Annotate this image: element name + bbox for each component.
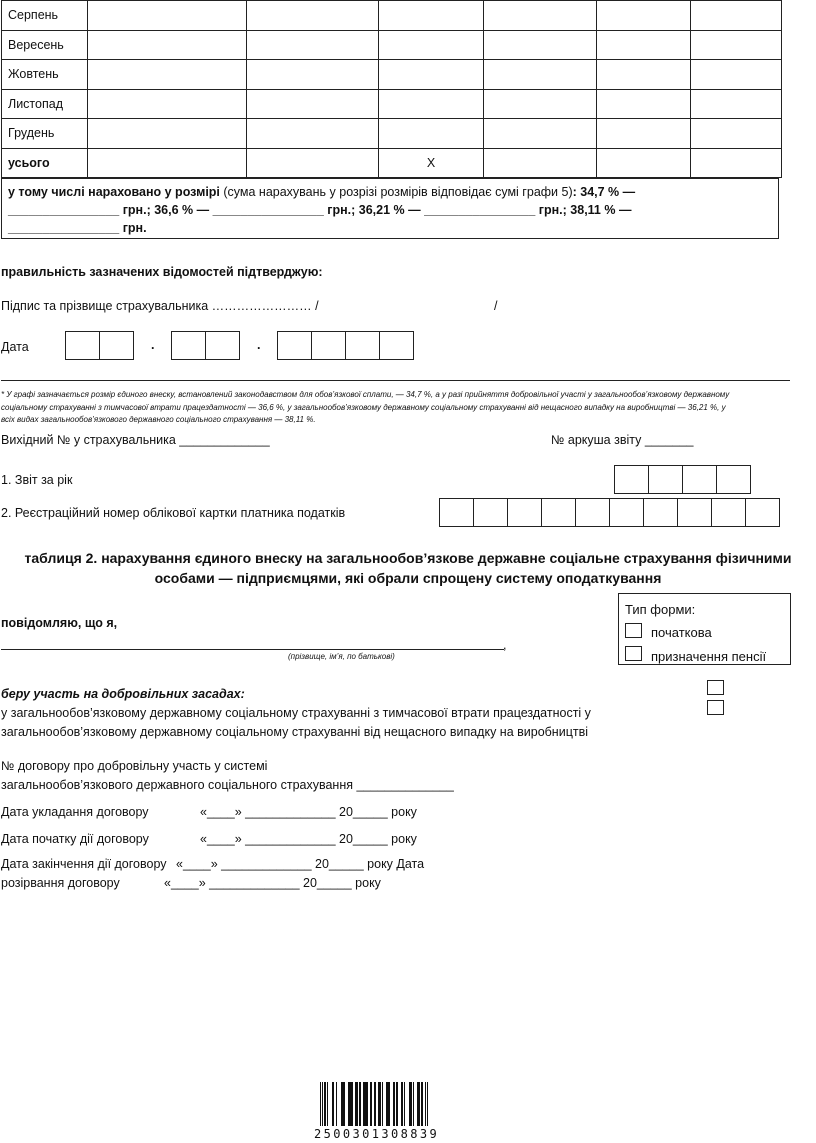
- voluntary-title: беру участь на добровільних засадах:: [1, 687, 245, 701]
- row-label: Жовтень: [2, 60, 88, 90]
- row-label: Вересень: [2, 30, 88, 60]
- barcode-bar: [359, 1082, 361, 1126]
- barcode-bar: [322, 1082, 323, 1126]
- barcode-bar: [348, 1082, 351, 1126]
- row-label: усього: [2, 148, 88, 178]
- row-label: Листопад: [2, 89, 88, 119]
- barcode-bar: [351, 1082, 353, 1126]
- monthly-table: [1, 0, 782, 178]
- form-type-initial-label: початкова: [651, 625, 712, 640]
- voluntary-line1: у загальнообов’язковому державному соціальному страхуванні з тимчасової втрати працездатності у: [1, 706, 591, 720]
- barcode-bar: [404, 1082, 405, 1126]
- value-cell[interactable]: [247, 119, 379, 149]
- voluntary-line2: загальнообов’язковому державному соціальному страхуванні від нещасного випадку на виробництві: [1, 725, 588, 739]
- value-cell[interactable]: [484, 60, 597, 90]
- barcode-bar: [382, 1082, 383, 1126]
- value-cell[interactable]: [247, 1, 379, 31]
- month-row: [2, 119, 782, 149]
- month-row: [2, 60, 782, 90]
- barcode-bar: [336, 1082, 337, 1126]
- barcode-bar: [389, 1082, 390, 1126]
- date-dot-2: .: [257, 338, 261, 352]
- barcode-bar: [344, 1082, 345, 1126]
- barcode-bar: [327, 1082, 328, 1126]
- date-term-label: розірвання договору: [1, 876, 120, 890]
- barcode-bar: [401, 1082, 403, 1126]
- name-hint: (прізвище, ім’я, по батькові): [288, 652, 395, 661]
- value-cell[interactable]: [88, 60, 247, 90]
- form-type-title: Тип форми:: [625, 602, 696, 617]
- barcode-bar: [332, 1082, 334, 1126]
- value-cell[interactable]: [247, 60, 379, 90]
- value-cell[interactable]: [379, 89, 484, 119]
- report-year-cells[interactable]: [615, 465, 751, 494]
- barcode-bar: [393, 1082, 395, 1126]
- date-start-fill[interactable]: «____» _____________ 20_____ року: [200, 832, 417, 846]
- value-cell[interactable]: [597, 148, 691, 178]
- tax-number-cells[interactable]: [440, 498, 780, 527]
- report-year-label: 1. Звіт за рік: [1, 473, 73, 487]
- form-type-initial-checkbox[interactable]: [625, 623, 642, 638]
- value-cell[interactable]: [484, 148, 597, 178]
- note-mid: (сума нарахувань у розрізі розмірів відповідає сумі графи 5): [219, 185, 573, 199]
- value-cell[interactable]: [484, 89, 597, 119]
- value-cell[interactable]: [247, 89, 379, 119]
- value-cell[interactable]: [379, 1, 484, 31]
- date-signed-fill[interactable]: «____» _____________ 20_____ року: [200, 805, 417, 819]
- value-cell[interactable]: [379, 30, 484, 60]
- date-month-cells[interactable]: [172, 331, 240, 360]
- voluntary-disability-checkbox[interactable]: [707, 680, 724, 695]
- rate-breakdown-note: [1, 178, 779, 239]
- value-cell[interactable]: [88, 30, 247, 60]
- date-end-label: Дата закінчення дії договору: [1, 857, 167, 871]
- barcode-bar: [324, 1082, 326, 1126]
- date-label: Дата: [1, 340, 29, 354]
- row-label: Грудень: [2, 119, 88, 149]
- contract-line1: № договору про добровільну участь у системі: [1, 759, 268, 773]
- barcode-bar: [427, 1082, 428, 1126]
- month-row: [2, 30, 782, 60]
- divider-line: [1, 380, 790, 381]
- date-term-fill[interactable]: «____» _____________ 20_____ року: [164, 876, 381, 890]
- date-day-cells[interactable]: [66, 331, 134, 360]
- barcode-bar: [417, 1082, 420, 1126]
- name-comma: ,: [503, 638, 507, 652]
- barcode-image: [318, 1082, 460, 1130]
- form-type-pension-label: призначення пенсії: [651, 649, 767, 664]
- value-cell[interactable]: [691, 60, 782, 90]
- month-row: [2, 89, 782, 119]
- voluntary-accident-checkbox[interactable]: [707, 700, 724, 715]
- form-type-box: [618, 593, 791, 665]
- note-line2: ________________ грн.; 36,6 % — ________________ грн.; 36,21 % — ________________ грн.; 38,11 % —: [8, 203, 632, 217]
- date-signed-label: Дата укладання договору: [1, 805, 149, 819]
- value-cell[interactable]: [691, 148, 782, 178]
- value-cell[interactable]: [597, 119, 691, 149]
- value-cell[interactable]: [379, 119, 484, 149]
- barcode-bar: [421, 1082, 423, 1126]
- value-cell[interactable]: [597, 60, 691, 90]
- table2-title-line1: таблиця 2. нарахування єдиного внеску на загальнообов’язкове державне соціальне страхування фізичними: [24, 550, 792, 566]
- date-end-fill[interactable]: «____» _____________ 20_____ року Дата: [176, 857, 425, 871]
- value-cell[interactable]: [88, 148, 247, 178]
- value-cell[interactable]: [379, 60, 484, 90]
- total-row: [2, 148, 782, 178]
- barcode-bar: [386, 1082, 389, 1126]
- value-cell[interactable]: [88, 89, 247, 119]
- value-cell[interactable]: [247, 148, 379, 178]
- note-bold-start: у тому числі нараховано у розмірі: [8, 185, 220, 199]
- barcode-bar: [355, 1082, 358, 1126]
- signature-label: Підпис та прізвище страхувальника …………………… /: [1, 299, 319, 313]
- value-cell[interactable]: [691, 89, 782, 119]
- barcode-bar: [378, 1082, 381, 1126]
- note-line3: ________________ грн.: [8, 221, 147, 235]
- name-line[interactable]: [1, 649, 504, 650]
- value-cell[interactable]: [597, 89, 691, 119]
- row-label: Серпень: [2, 1, 88, 31]
- value-cell[interactable]: [484, 119, 597, 149]
- barcode-bar: [320, 1082, 321, 1126]
- table2-title-line2: особами — підприємцями, які обрали спрощену систему оподаткування: [154, 570, 662, 586]
- date-start-label: Дата початку дії договору: [1, 832, 149, 846]
- barcode-bar: [370, 1082, 372, 1126]
- barcode-bar: [425, 1082, 426, 1126]
- sheet-number-label: № аркуша звіту _______: [551, 433, 694, 447]
- date-dot-1: .: [151, 338, 155, 352]
- barcode-bar: [366, 1082, 368, 1126]
- barcode-bar: [341, 1082, 344, 1126]
- note-tail: : 34,7 % —: [572, 185, 636, 199]
- barcode-bar: [374, 1082, 376, 1126]
- value-cell[interactable]: [247, 30, 379, 60]
- barcode-bar: [363, 1082, 366, 1126]
- value-cell[interactable]: [484, 30, 597, 60]
- value-cell: X: [379, 148, 484, 178]
- inform-label: повідомляю, що я,: [1, 616, 118, 630]
- footnote: * У графі зазначається розмір єдиного внеску, встановлений законодавством для обов’язкової сплати, — 34,7 %, а у разі прийняття добровільної участі у загальнообов’язковому державному соціальному страхуванні з тимчасової втрати працездатності — 36,6 %, у загальнообов’язковому державному соціальному страхуванні від нещасного випадку на виробництві — 36,21 %, у всіх видах загальнообов’язкового державного соціального страхування — 38,11 %.: [1, 390, 730, 424]
- value-cell[interactable]: [484, 1, 597, 31]
- form-type-pension-checkbox[interactable]: [625, 646, 642, 661]
- tax-number-label: 2. Реєстраційний номер облікової картки платника податків: [1, 506, 346, 520]
- barcode-bar: [396, 1082, 398, 1126]
- value-cell[interactable]: [691, 30, 782, 60]
- barcode-bar: [409, 1082, 412, 1126]
- date-year-cells[interactable]: [278, 331, 414, 360]
- outgoing-number-label: Вихідний № у страхувальника _____________: [1, 433, 270, 447]
- value-cell[interactable]: [88, 1, 247, 31]
- value-cell[interactable]: [597, 30, 691, 60]
- value-cell[interactable]: [691, 119, 782, 149]
- value-cell[interactable]: [691, 1, 782, 31]
- signature-slash: /: [494, 299, 498, 313]
- month-row: [2, 1, 782, 31]
- value-cell[interactable]: [88, 119, 247, 149]
- value-cell[interactable]: [597, 1, 691, 31]
- barcode-number: 2500301308839: [314, 1127, 440, 1141]
- contract-line2: загальнообов’язкового державного соціального страхування ______________: [1, 778, 454, 792]
- confirm-title: правильність зазначених відомостей підтверджую:: [1, 265, 323, 279]
- barcode-bar: [413, 1082, 414, 1126]
